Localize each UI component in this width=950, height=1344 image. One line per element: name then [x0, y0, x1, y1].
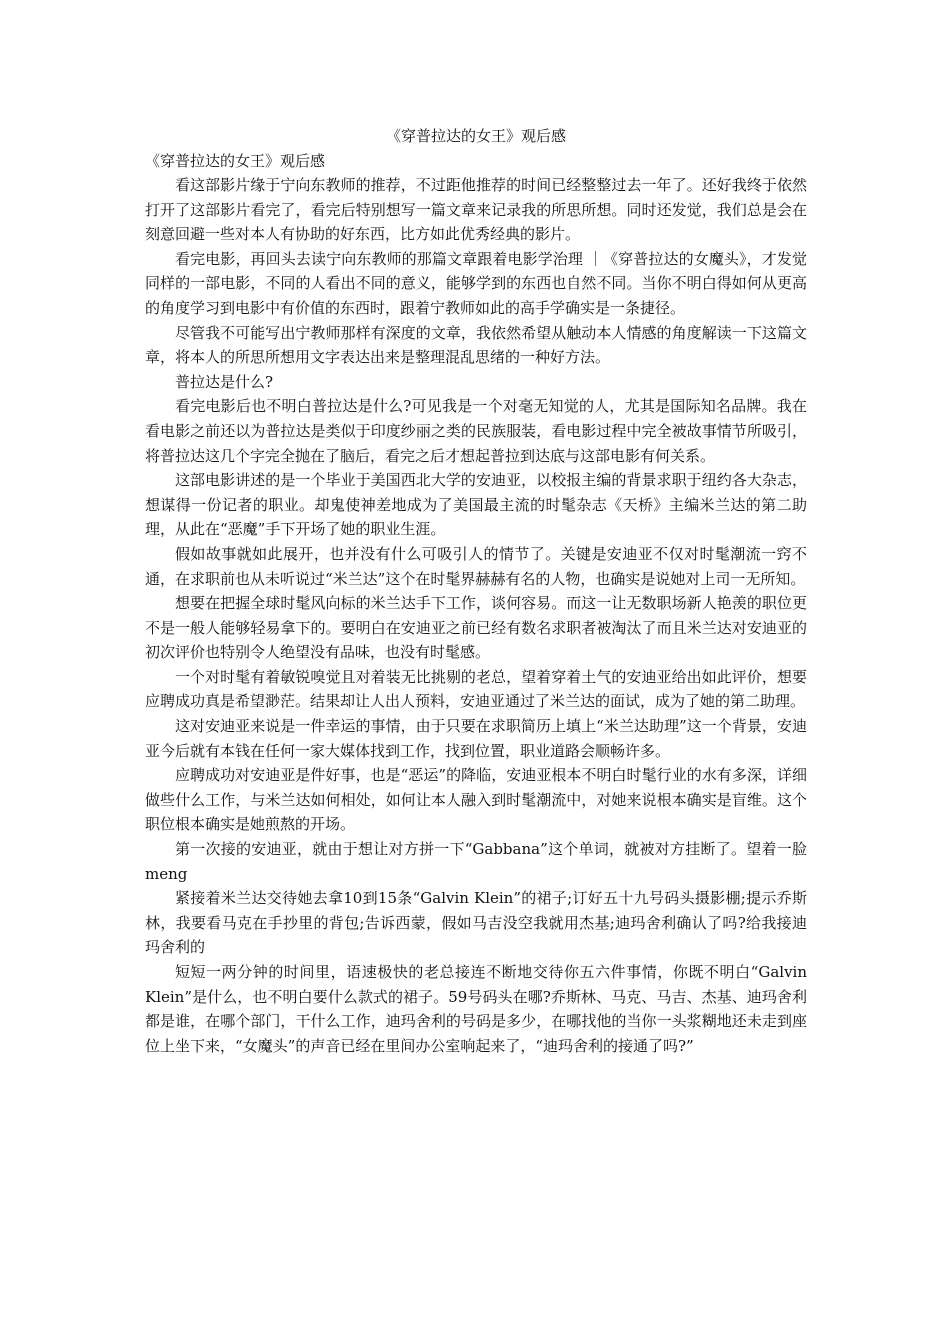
paragraph: 紧接着米兰达交待她去拿10到15条“Galvin Klein”的裙子;订好五十九号码头摄影棚;提示乔斯林，我要看马克在手抄里的背包;告诉西蒙，假如马吉没空我就用杰基;迪玛舍利确认了吗?给我接迪玛舍利的 — [145, 889, 807, 957]
document-subtitle: 《穿普拉达的女王》观后感 — [145, 152, 326, 170]
paragraph: 想要在把握全球时髦风向标的米兰达手下工作，谈何容易。而这一让无数职场新人艳羡的职位更不是一般人能够轻易拿下的。要明白在安迪亚之前已经有数名求职者被淘汰了而且米兰达对安迪亚的初次评价也特别令人绝望没有品味，也没有时髦感。 — [145, 594, 807, 662]
document-title: 《穿普拉达的女王》观后感 — [385, 127, 566, 145]
paragraph: 看完电影后也不明白普拉达是什么?可见我是一个对毫无知觉的人，尤其是国际知名品牌。我在看电影之前还以为普拉达是类似于印度纱丽之类的民族服装，看电影过程中完全被故事情节所吸引，将普拉达这几个字完全抛在了脑后，看完之后才想起普拉到达底与这部电影有何关系。 — [145, 397, 807, 465]
paragraph: 一个对时髦有着敏锐嗅觉且对着装无比挑剔的老总，望着穿着土气的安迪亚给出如此评价，想要应聘成功真是希望渺茫。结果却让人出人预料，安迪亚通过了米兰达的面试，成为了她的第二助理。 — [145, 667, 807, 711]
paragraph: 第一次接的安迪亚，就由于想让对方拼一下“Gabbana”这个单词，就被对方挂断了。望着一脸meng — [145, 840, 807, 883]
document-page — [145, 123, 807, 1058]
paragraph: 尽管我不可能写出宁教师那样有深度的文章，我依然希望从触动本人情感的角度解读一下这篇文章，将本人的所思所想用文字表达出来是整理混乱思绪的一种好方法。 — [145, 323, 807, 367]
section-heading: 普拉达是什么? — [175, 372, 274, 391]
paragraph: 假如故事就如此展开，也并没有什么可吸引人的情节了。关键是安迪亚不仅对时髦潮流一窍不通，在求职前也从未听说过“米兰达”这个在时髦界赫赫有名的人物，也确实是说她对上司一无所知。 — [145, 544, 807, 588]
paragraph: 这对安迪亚来说是一件幸运的事情，由于只要在求职简历上填上“米兰达助理”这一个背景，安迪亚今后就有本钱在任何一家大媒体找到工作，找到位置，职业道路会顺畅许多。 — [145, 717, 807, 760]
paragraph: 看这部影片缘于宁向东教师的推荐，不过距他推荐的时间已经整整过去一年了。还好我终于依然打开了这部影片看完了，看完后特别想写一篇文章来记录我的所思所想。同时还发觉，我们总是会在刻意回避一些对本人有协助的好东西，比方如此优秀经典的影片。 — [145, 176, 807, 244]
paragraph: 看完电影，再回头去读宁向东教师的那篇文章跟着电影学治理 ｜《穿普拉达的女魔头》，才发觉同样的一部电影，不同的人看出不同的意义，能够学到的东西也自然不同。当你不明白得如何从更高的角度学习到电影中有价值的东西时，跟着宁教师如此的高手学确实是一条捷径。 — [145, 249, 807, 317]
paragraph: 应聘成功对安迪亚是件好事，也是“恶运”的降临，安迪亚根本不明白时髦行业的水有多深，详细做些什么工作，与米兰达如何相处，如何让本人融入到时髦潮流中，对她来说根本确实是盲维。这个职位根本确实是她煎熬的开场。 — [145, 766, 807, 834]
paragraph: 这部电影讲述的是一个毕业于美国西北大学的安迪亚，以校报主编的背景求职于纽约各大杂志，想谋得一份记者的职业。却鬼使神差地成为了美国最主流的时髦杂志《天桥》主编米兰达的第二助理，从此在“恶魔”手下开场了她的职业生涯。 — [145, 471, 807, 539]
paragraph: 短短一两分钟的时间里，语速极快的老总接连不断地交待你五六件事情，你既不明白“Galvin Klein”是什么，也不明白要什么款式的裙子。59号码头在哪?乔斯林、马克、马吉、杰基、迪玛舍利都是谁，在哪个部门，干什么工作，迪玛舍利的号码是多少，在哪找他的当你一头浆糊地还未走到座位上坐下来，“女魔头”的声音已经在里间办公室响起来了，“迪玛舍利的接通了吗?” — [145, 963, 807, 1055]
